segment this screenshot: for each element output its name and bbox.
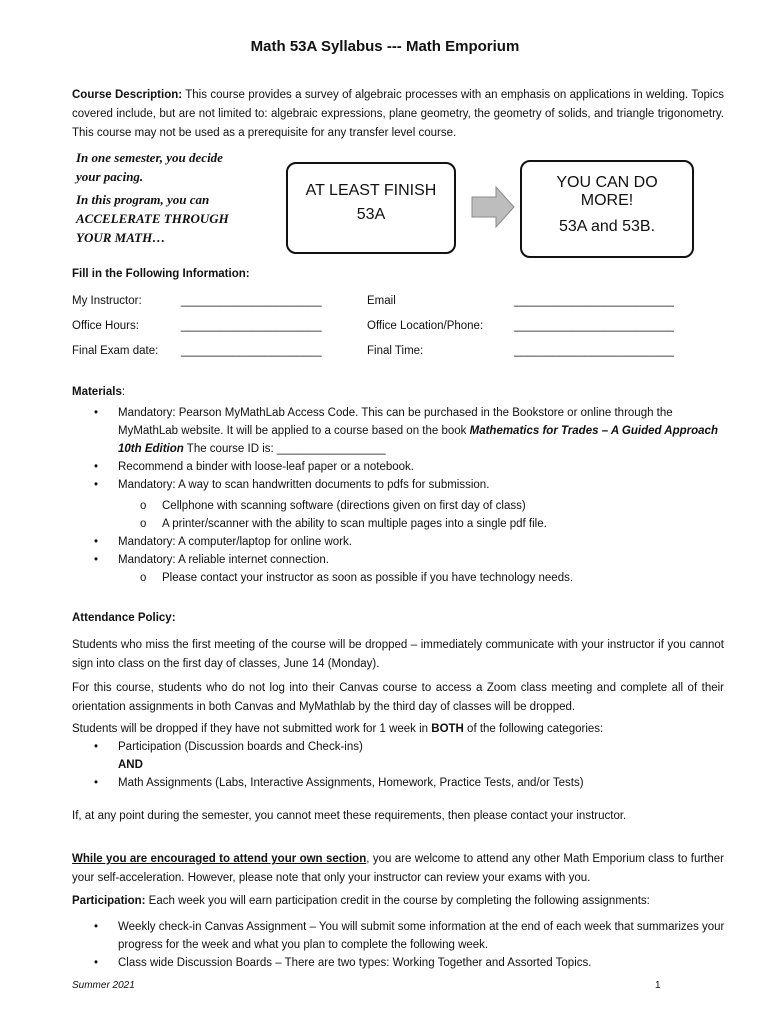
final-time-label: Final Time: — [367, 345, 424, 357]
finish-53a-box — [286, 162, 456, 254]
section-paragraph — [72, 850, 724, 888]
bullet-icon: • — [94, 479, 99, 491]
bullet-icon: • — [94, 461, 99, 473]
email-field[interactable]: _________________________ — [514, 295, 674, 307]
course-description-label: Course Description: — [72, 89, 183, 101]
bullet-icon: • — [94, 554, 99, 566]
participation-text: Each week you will earn participation credit in the course by completing the following assignments: — [145, 895, 650, 907]
circle-bullet-icon: o — [140, 518, 147, 530]
pacing-text — [76, 148, 266, 247]
page-number: 1 — [655, 980, 661, 991]
do-more-line-1: YOU CAN DO — [556, 174, 658, 191]
office-location-field[interactable]: _________________________ — [514, 320, 674, 332]
page-title: Math 53A Syllabus --- Math Emporium — [250, 38, 520, 55]
pacing-line-4: ACCELERATE THROUGH — [76, 211, 229, 226]
instructor-field[interactable]: ______________________ — [181, 295, 322, 307]
list-item — [72, 774, 732, 792]
final-exam-label: Final Exam date: — [72, 345, 159, 357]
bullet-icon: • — [94, 407, 99, 419]
list-item — [72, 476, 732, 494]
office-location-label: Office Location/Phone: — [367, 320, 484, 332]
list-item — [72, 533, 732, 551]
participation-item-1: Weekly check-in Canvas Assignment – You will submit some information at the end of each week that summarizes your progress for the week and what you plan to complete the following week. — [118, 921, 725, 951]
textbook-title: Mathematics for Trades – A Guided Approach 10th Edition — [118, 425, 718, 455]
list-item — [72, 458, 732, 476]
do-more-line-3: 53A and 53B. — [558, 218, 656, 235]
email-label: Email — [367, 295, 396, 307]
pacing-line-3: In this program, you can — [76, 192, 210, 207]
sub-item-technology: Please contact your instructor as soon as possible if you have technology needs. — [162, 572, 574, 584]
attendance-paragraph-3 — [72, 720, 724, 739]
participation-label: Participation: — [72, 895, 146, 907]
attendance-paragraph-2: For this course, students who do not log into their Canvas course to access a Zoom class meeting and complete all of their orientation assignments in both Canvas and MyMathlab by the third day of classes will be dropped. — [72, 682, 724, 713]
list-item — [72, 497, 732, 515]
form-heading: Fill in the Following Information: — [72, 268, 250, 280]
section-text: , you are welcome to attend any other Math Emporium class to further your self-acceleration. However, please note that only your instructor can review your exams with you. — [72, 853, 724, 884]
bullet-icon: • — [94, 957, 99, 969]
drop-rule-text: Students will be dropped if they have not submitted work for 1 week in — [72, 723, 432, 735]
list-item — [72, 756, 732, 774]
bullet-icon: • — [94, 777, 99, 789]
list-item — [72, 954, 732, 972]
participation-item-2: Class wide Discussion Boards – There are two types: Working Together and Assorted Topics. — [118, 957, 592, 969]
arrow-right-icon — [470, 185, 516, 229]
list-item — [72, 918, 732, 954]
list-item — [72, 738, 732, 756]
office-hours-field[interactable]: ______________________ — [181, 320, 322, 332]
drop-categories-list — [72, 738, 732, 792]
list-item — [72, 569, 732, 587]
list-item — [72, 404, 732, 458]
material-item-2-text: Recommend a binder with loose-leaf paper or a notebook. — [118, 461, 414, 473]
bullet-icon: • — [94, 741, 99, 753]
material-item-4-text: Mandatory: A computer/laptop for online work. — [118, 536, 352, 548]
category-participation: Participation (Discussion boards and Check-ins) — [118, 741, 363, 753]
attendance-paragraph-4: If, at any point during the semester, you cannot meet these requirements, then please contact your instructor. — [72, 810, 627, 822]
bullet-icon: • — [94, 921, 99, 933]
both-emphasis: BOTH — [431, 723, 464, 735]
attendance-heading: Attendance Policy: — [72, 612, 176, 624]
materials-list-continued — [72, 533, 732, 569]
drop-rule-text-end: of the following categories: — [463, 723, 604, 735]
circle-bullet-icon: o — [140, 572, 147, 584]
sub-item-cellphone: Cellphone with scanning software (directions given on first day of class) — [162, 500, 526, 512]
participation-list — [72, 918, 732, 972]
attendance-paragraph-1: Students who miss the first meeting of the course will be dropped – immediately communicate with your instructor if you cannot sign into class on the first day of classes, June 14 (Monday). — [72, 639, 724, 670]
instructor-label: My Instructor: — [72, 295, 142, 307]
participation-paragraph — [72, 892, 724, 911]
do-more-box — [520, 160, 694, 258]
and-label: AND — [118, 759, 143, 771]
finish-box-line-2: 53A — [356, 206, 386, 223]
footer-term: Summer 2021 — [72, 980, 135, 991]
scanning-sublist — [72, 497, 732, 533]
do-more-line-2: MORE! — [580, 192, 634, 209]
final-exam-field[interactable]: ______________________ — [181, 345, 322, 357]
list-item — [72, 515, 732, 533]
section-emphasis: While you are encouraged to attend your own section — [72, 853, 367, 865]
material-item-1-text: Mandatory: Pearson MyMathLab Access Code. This can be purchased in the Bookstore or online through the MyMathLab website. It will be applied to a course based on the book — [118, 407, 673, 437]
course-id-field[interactable]: _________________ — [273, 443, 386, 455]
material-item-3-text: Mandatory: A way to scan handwritten documents to pdfs for submission. — [118, 479, 490, 491]
materials-heading-text: Materials — [72, 386, 122, 398]
course-description-text: This course provides a survey of algebraic processes with an emphasis on applications in welding. Topics covered include, but are not limited to: algebraic expressions, plane geometry, the geometry of solids, and triangle trigonometry. This course may not be used as a prerequisite for any transfer level course. — [72, 89, 724, 139]
list-item — [72, 551, 732, 569]
course-description — [72, 86, 724, 143]
sub-item-printer: A printer/scanner with the ability to scan multiple pages into a single pdf file. — [162, 518, 547, 530]
category-math-assignments: Math Assignments (Labs, Interactive Assignments, Homework, Practice Tests, and/or Tests) — [118, 777, 584, 789]
internet-sublist — [72, 569, 732, 587]
final-time-field[interactable]: _________________________ — [514, 345, 674, 357]
pacing-line-1: In one semester, you decide — [76, 150, 223, 165]
finish-box-line-1: AT LEAST FINISH — [305, 182, 437, 199]
course-id-label: The course ID is: — [183, 443, 274, 455]
materials-heading-colon: : — [121, 386, 126, 398]
bullet-icon: • — [94, 536, 99, 548]
pacing-line-2: your pacing. — [76, 169, 144, 184]
materials-list — [72, 404, 732, 494]
office-hours-label: Office Hours: — [72, 320, 139, 332]
materials-heading — [72, 386, 125, 398]
circle-bullet-icon: o — [140, 500, 147, 512]
pacing-line-5: YOUR MATH… — [76, 230, 166, 245]
material-item-5-text: Mandatory: A reliable internet connection. — [118, 554, 329, 566]
